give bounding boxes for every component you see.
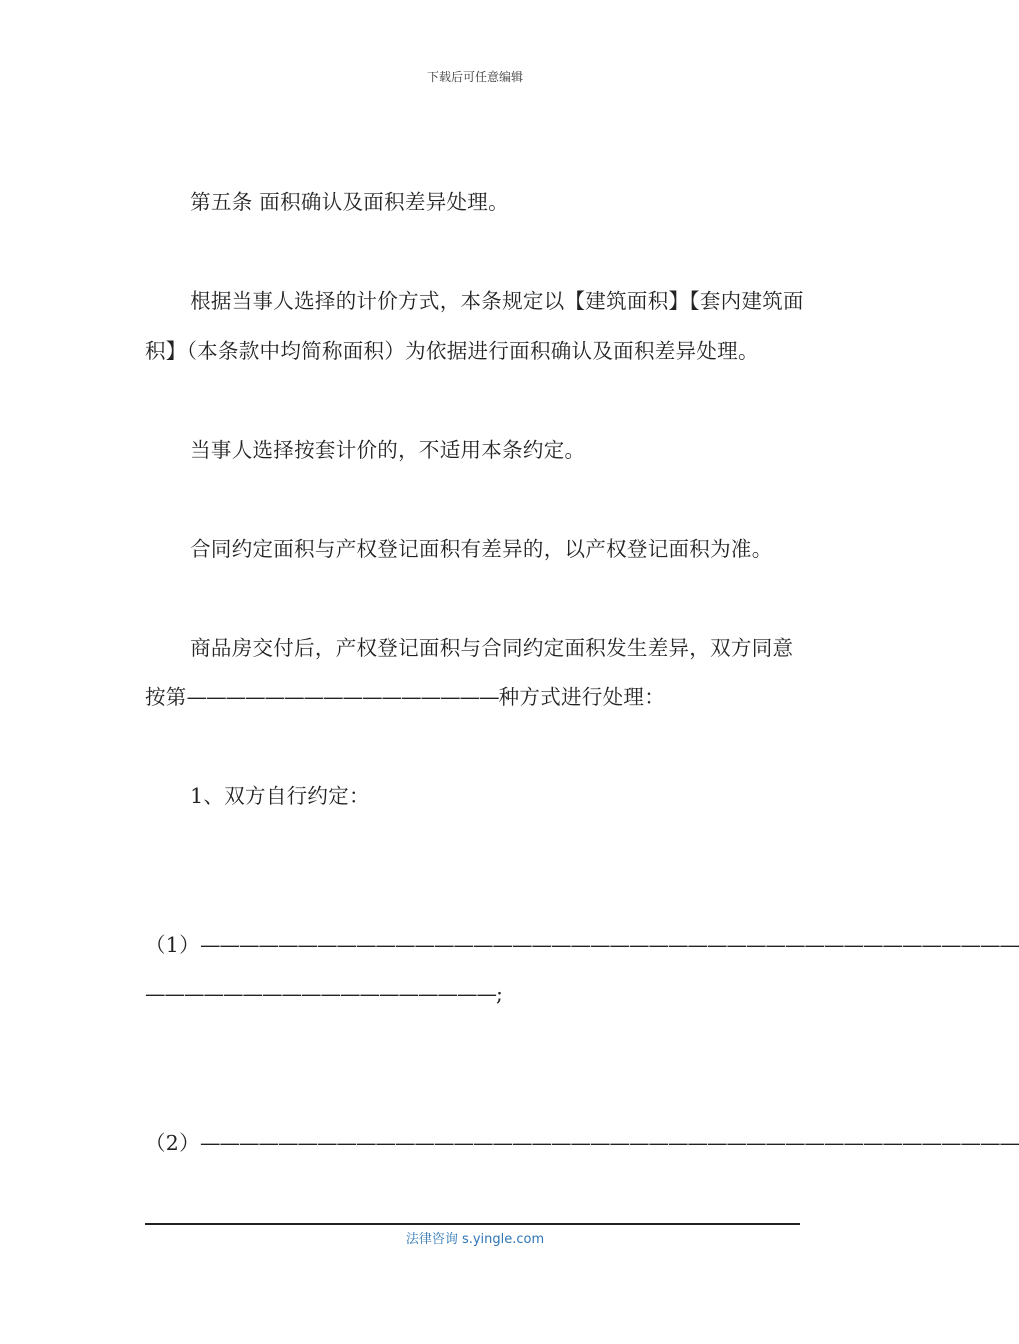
sub-item-2-label: （2） — [145, 1130, 200, 1155]
paragraph-pricing-basis: 根据当事人选择的计价方式，本条规定以【建筑面积】【套内建筑面积】（本条款中均简称面积）为依据进行面积确认及面积差异处理。 — [145, 289, 804, 363]
footer-link[interactable]: 法律咨询 s.yingle.com — [405, 1232, 545, 1247]
sub-item-2-line-1 — [145, 1119, 1019, 1169]
method-number-blank: ———————————————— — [186, 685, 499, 709]
sub-item-1-end: ; — [496, 982, 504, 1006]
paragraph-per-unit-pricing: 当事人选择按套计价的，不适用本条约定。 — [190, 437, 586, 462]
spacer — [145, 1069, 805, 1119]
sub-item-1-line-2 — [145, 970, 805, 1020]
article-title: 第五条 面积确认及面积差异处理。 — [190, 190, 509, 214]
footer-divider — [145, 1223, 800, 1225]
sub-item-2 — [145, 1119, 1019, 1169]
item-1-self-agreement: 1、双方自行约定： — [190, 784, 370, 808]
spacer — [145, 871, 805, 921]
header-note: 下载后可任意编辑 — [426, 70, 523, 84]
sub-item-2-blank-1: —————————————————————————————————————————— — [199, 1130, 1019, 1155]
paragraph-area-difference — [145, 624, 805, 723]
paragraph-area-difference-text-after: 种方式进行处理： — [498, 685, 666, 709]
sub-item-1-blank-2: —————————————————— — [145, 982, 496, 1006]
sub-item-1-label: （1） — [145, 932, 200, 957]
sub-item-1 — [145, 921, 1019, 1020]
paragraph-area-difference-text-before: 商品房交付后，产权登记面积与合同约定面积发生差异，双方同意按第 — [145, 635, 794, 709]
paragraph-registered-area: 合同约定面积与产权登记面积有差异的，以产权登记面积为准。 — [190, 536, 773, 561]
sub-item-1-line-1 — [145, 921, 1019, 971]
document-body — [145, 178, 1019, 1218]
sub-item-1-blank-1: —————————————————————————————————————————— — [199, 932, 1019, 957]
